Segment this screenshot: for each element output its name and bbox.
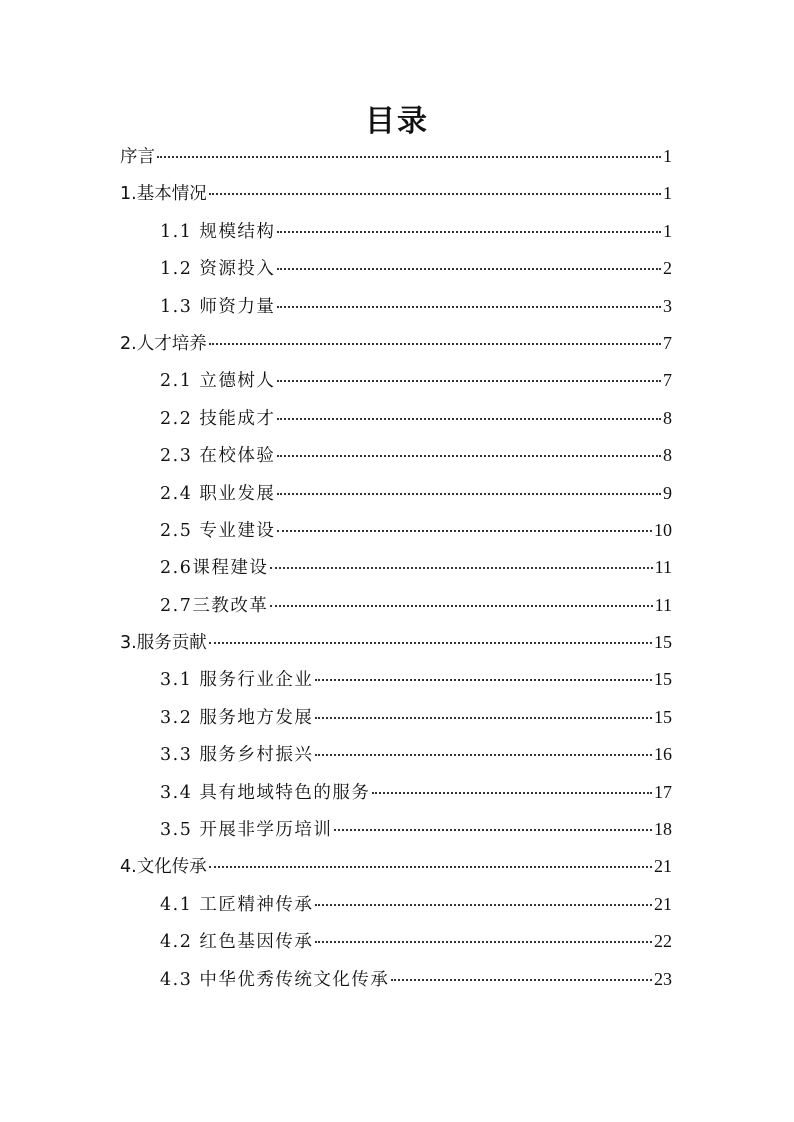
toc-dot-leader xyxy=(277,529,652,532)
toc-page-number: 7 xyxy=(663,370,672,391)
toc-entry-label: 3.5 开展非学历培训 xyxy=(160,820,333,841)
toc-page-number: 10 xyxy=(654,519,672,540)
toc-dot-leader xyxy=(270,604,652,607)
toc-page-number: 11 xyxy=(654,594,672,615)
toc-subentry[interactable] xyxy=(120,512,672,549)
toc-entry-label: 2.5 专业建设 xyxy=(160,520,276,541)
toc-dot-leader xyxy=(315,716,652,719)
toc-page-number: 16 xyxy=(654,744,672,765)
toc-entry-label: 1.1 规模结构 xyxy=(160,221,276,242)
toc-entry[interactable] xyxy=(120,624,672,661)
toc-dot-leader xyxy=(277,492,661,495)
toc-page-number: 3 xyxy=(663,295,672,316)
toc-subentry[interactable] xyxy=(120,475,672,512)
toc-subentry[interactable] xyxy=(120,400,672,437)
toc-dot-leader xyxy=(277,267,661,270)
toc-subentry[interactable] xyxy=(120,923,672,960)
toc-entry[interactable] xyxy=(120,138,672,175)
toc-page-number: 21 xyxy=(654,856,672,877)
toc-entry-label: 2.3 在校体验 xyxy=(160,446,276,467)
toc-subentry[interactable] xyxy=(120,661,672,698)
toc-dot-leader xyxy=(270,566,652,569)
toc-dot-leader xyxy=(315,940,652,943)
toc-dot-leader xyxy=(315,753,652,756)
toc-page-number: 11 xyxy=(654,557,672,578)
toc-dot-leader xyxy=(277,305,661,308)
toc-subentry[interactable] xyxy=(120,774,672,811)
toc-entry[interactable] xyxy=(120,848,672,885)
toc-dot-leader xyxy=(277,230,661,233)
toc-page-number: 18 xyxy=(654,819,672,840)
toc-dot-leader xyxy=(277,454,661,457)
toc-entry-label: 序言 xyxy=(120,147,155,167)
toc-entry-label: 1.基本情况 xyxy=(120,184,207,205)
toc-subentry[interactable] xyxy=(120,587,672,624)
toc-entry-label: 3.服务贡献 xyxy=(120,633,207,654)
toc-entry[interactable] xyxy=(120,175,672,212)
toc-subentry[interactable] xyxy=(120,250,672,287)
toc-entry-label: 2.1 立德树人 xyxy=(160,371,276,392)
toc-dot-leader xyxy=(209,865,652,868)
toc-subentry[interactable] xyxy=(120,213,672,250)
toc-page-number: 7 xyxy=(663,332,672,353)
toc-page-number: 15 xyxy=(654,706,672,727)
toc-page-number: 1 xyxy=(663,146,672,166)
toc-entry-label: 3.4 具有地域特色的服务 xyxy=(160,782,371,803)
toc-dot-leader xyxy=(315,903,652,906)
toc-page-number: 23 xyxy=(654,968,672,989)
toc-subentry[interactable] xyxy=(120,549,672,586)
table-of-contents xyxy=(120,138,672,998)
toc-dot-leader xyxy=(315,678,652,681)
toc-page-number: 9 xyxy=(663,482,672,503)
toc-page-number: 15 xyxy=(654,669,672,690)
toc-entry-label: 4.文化传承 xyxy=(120,857,207,878)
toc-page-number: 8 xyxy=(663,407,672,428)
toc-entry-label: 4.1 工匠精神传承 xyxy=(160,894,314,915)
toc-entry-label: 3.3 服务乡村振兴 xyxy=(160,745,314,766)
toc-entry-label: 2.人才培养 xyxy=(120,333,207,354)
toc-dot-leader xyxy=(277,417,661,420)
toc-dot-leader xyxy=(372,791,652,794)
toc-page-number: 15 xyxy=(654,632,672,653)
toc-entry-label: 1.3 师资力量 xyxy=(160,296,276,317)
toc-subentry[interactable] xyxy=(120,437,672,474)
toc-dot-leader xyxy=(157,155,661,158)
toc-dot-leader xyxy=(334,828,652,831)
toc-subentry[interactable] xyxy=(120,736,672,773)
toc-dot-leader xyxy=(391,978,652,981)
toc-dot-leader xyxy=(209,342,661,345)
toc-page-number: 1 xyxy=(663,183,672,204)
toc-entry-label: 3.2 服务地方发展 xyxy=(160,707,314,728)
toc-subentry[interactable] xyxy=(120,961,672,998)
page-title: 目录 xyxy=(365,104,429,139)
toc-page-number: 21 xyxy=(654,893,672,914)
toc-dot-leader xyxy=(277,379,661,382)
toc-subentry[interactable] xyxy=(120,288,672,325)
toc-dot-leader xyxy=(209,192,661,195)
toc-dot-leader xyxy=(209,641,652,644)
toc-entry-label: 3.1 服务行业企业 xyxy=(160,670,314,691)
toc-page-number: 22 xyxy=(654,931,672,952)
toc-entry-label: 2.4 职业发展 xyxy=(160,483,276,504)
toc-entry[interactable] xyxy=(120,325,672,362)
toc-entry-label: 4.3 中华优秀传统文化传承 xyxy=(160,969,390,990)
toc-page-number: 1 xyxy=(663,220,672,241)
toc-subentry[interactable] xyxy=(120,699,672,736)
toc-page-number: 2 xyxy=(663,258,672,279)
toc-page-number: 8 xyxy=(663,445,672,466)
toc-entry-label: 2.7三教改革 xyxy=(160,595,269,616)
toc-entry-label: 2.6课程建设 xyxy=(160,558,269,579)
toc-entry-label: 2.2 技能成才 xyxy=(160,408,276,429)
toc-entry-label: 1.2 资源投入 xyxy=(160,259,276,280)
toc-subentry[interactable] xyxy=(120,811,672,848)
toc-subentry[interactable] xyxy=(120,886,672,923)
toc-page-number: 17 xyxy=(654,781,672,802)
toc-entry-label: 4.2 红色基因传承 xyxy=(160,932,314,953)
toc-subentry[interactable] xyxy=(120,362,672,399)
